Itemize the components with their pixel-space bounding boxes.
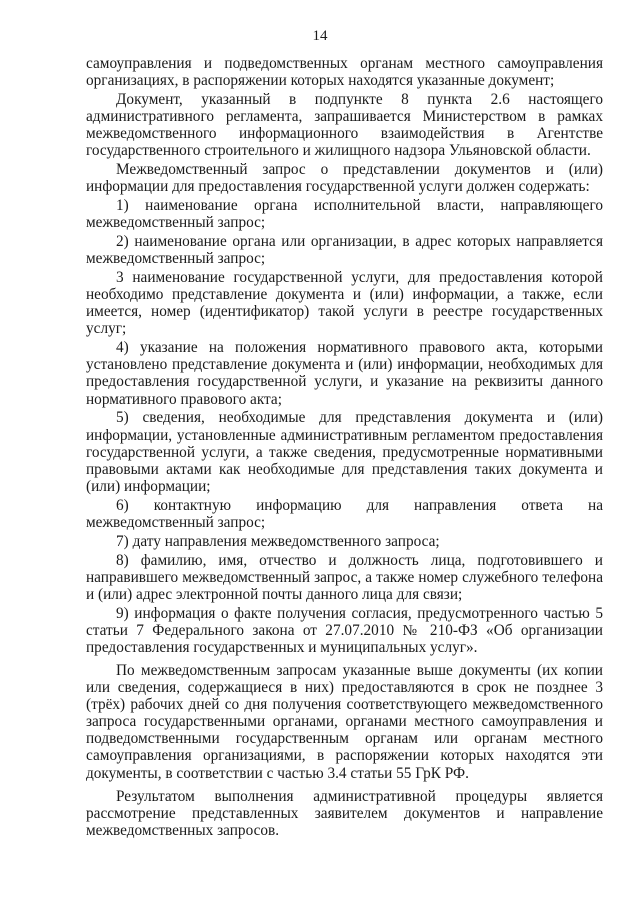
document-body (86, 55, 603, 841)
list-item-7: 7) дату направления межведомственного запроса; (116, 532, 440, 550)
list-item-1: 1) наименование органа исполнительной власти, направляющего межведомственный запрос; (86, 197, 603, 232)
paragraph-request-contents: Межведомственный запрос о представлении документов и (или) информации для предоставления государственной услуги должен содержать: (86, 161, 603, 196)
list-item-8: 8) фамилию, имя, отчество и должность лица, подготовившего и направившего межведомственный запрос, а также номер служебного телефона и (или) адрес электронной почты данного лица для связи; (86, 551, 603, 603)
list-item-2: 2) наименование органа или организации, в адрес которых направляется межведомственный запрос; (86, 233, 603, 268)
paragraph-procedure-result: Результатом выполнения административной процедуры является рассмотрение представленных заявителем документов и направление межведомственных запросов. (86, 787, 603, 839)
list-item-5: 5) сведения, необходимые для представления документа и (или) информации, установленные административным регламентом предоставления государственной услуги, а также сведения, предусмотренные нормативными правовыми актами как необходимые для представления таких документа и (или) информации; (86, 409, 603, 495)
paragraph-response-deadline: По межведомственным запросам указанные выше документы (их копии или сведения, содержащиеся в них) предоставляются в срок не позднее 3 (трёх) рабочих дней со дня получения соответствующего межведомственного запроса государственными органами, органами местного самоуправления и подведомственными государственным органам или органам местного самоуправления организациями, в распоряжении которых находятся эти документы, в соответствии с частью 3.4 статьи 55 ГрК РФ. (86, 661, 603, 782)
list-item-9: 9) информация о факте получения согласия, предусмотренного частью 5 статьи 7 Федерального закона от 27.07.2010 № 210-ФЗ «Об организации предоставления государственных и муниципальных услуг». (86, 604, 603, 656)
list-item-4: 4) указание на положения нормативного правового акта, которыми установлено представление документа и (или) информации, необходимых для предоставления государственной услуги, и указание на реквизиты данного нормативного правового акта; (86, 339, 603, 408)
page-number: 14 (312, 28, 328, 44)
list-item-6: 6) контактную информацию для направления ответа на межведомственный запрос; (86, 496, 603, 531)
list-item-3: 3 наименование государственной услуги, для предоставления которой необходимо представление документа и (или) информации, а также, если имеется, номер (идентификатор) такой услуги в реестре государственных услуг; (86, 269, 603, 338)
paragraph-document-request: Документ, указанный в подпункте 8 пункта 2.6 настоящего административного регламента, запрашивается Министерством в рамках межведомственного информационного взаимодействия в Агентстве государственного строительного и жилищного надзора Ульяновской области. (86, 90, 603, 160)
paragraph-continuation: самоуправления и подведомственных органам местного самоуправления организациях, в распоряжении которых находятся указанные документ; (86, 55, 603, 90)
